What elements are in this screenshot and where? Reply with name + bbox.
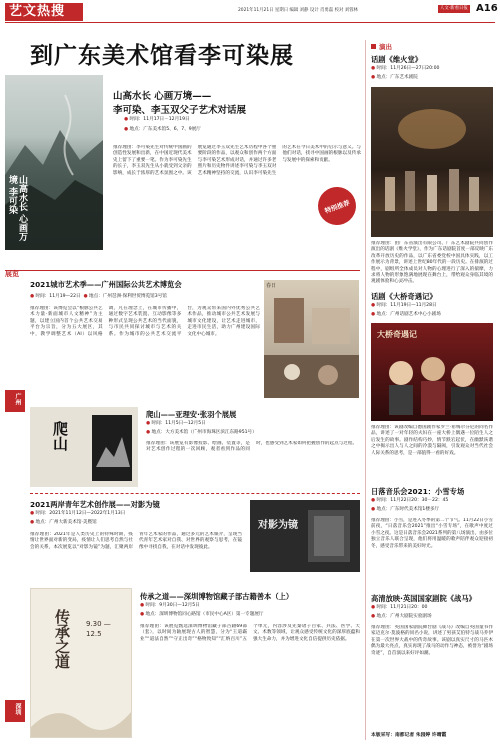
exhibit-main-time: ● 时间：11月17日－12月19日 — [124, 117, 190, 122]
exhibit-poster-image — [5, 75, 103, 250]
show-daqiao-place: ● 地点：广州话剧艺术中心小剧场 — [371, 312, 441, 317]
show-daqiao-title: 话剧《大桥奇遇记》 — [371, 292, 437, 301]
section-title: 艺文热搜 — [9, 4, 66, 19]
exhibit-2021-image — [264, 280, 359, 398]
exhibit-pashan-time: ● 时间：11月5日—12月5日 — [146, 421, 206, 426]
show-daqiao-image — [371, 323, 493, 421]
show-section-marker — [371, 44, 376, 49]
exhibit-2021world-image-text: 对影为镜 — [258, 520, 298, 531]
column-divider — [365, 40, 366, 740]
exhibit-2021world-image — [250, 500, 360, 572]
show-weiba-place: ● 地点：广东艺术剧院 — [371, 75, 418, 80]
exhibit-main-place: ● 地点：广东美术馆5、6、7、9展厅 — [124, 127, 201, 132]
poster-text: 山高水长 心画万境 李可染 — [7, 175, 27, 242]
exhibit-chuancheng-image-text: 传承之道 — [53, 609, 71, 669]
show-weiba-image — [371, 87, 493, 237]
exhibit-2021world-title: 2021两岸青年艺术创作展——对影为镜 — [30, 500, 160, 509]
show-daqiao-body: 推荐理由：该剧改编自德国剧作家罗兰·希梅尔芬尼的同名作品，讲述了一对年轻的夫妇在一座大桥上偶遇一位陌生人之后发生的故事。剧作结构巧妙，情节跌宕起伏，在幽默诙谐之中揭示出人与人之间的冷漠与隔阂，引发观众对当代社会人际关系的思考，是一部值得一看的好戏。 — [371, 425, 493, 456]
main-headline: 到广东美术馆看李可染展 — [30, 43, 294, 69]
divider — [30, 493, 360, 494]
exhibit-2021world-time: ● 时间：2021年11月12日—2022年1月13日 — [30, 511, 126, 516]
show-gaoqing-title: 高清放映·英国国家剧院《战马》 — [371, 594, 476, 603]
show-gaoqing-place: ● 地点：广州大剧院实验剧场 — [371, 614, 432, 619]
show-daqiao-image-text: 大桥奇遇记 — [377, 330, 417, 339]
exhibit-pashan-image — [30, 407, 138, 487]
side-tab-shenzhen: 深圳 — [14, 703, 21, 715]
exhibit-chuancheng-image — [30, 588, 132, 738]
show-riqing-time: ● 时间：11月22日20：30－22：45 — [371, 498, 449, 503]
page-number: A16 — [476, 3, 498, 14]
side-tab-guangzhou: 广州 — [14, 393, 21, 405]
exhibition-section-rule — [5, 270, 360, 271]
exhibit-2021world-place: ● 地点：广州大新美术馆·美暨馆 — [30, 520, 97, 525]
exhibit-2021-image-text: 春日 — [266, 283, 277, 289]
exhibit-chuancheng-image-dates: 9.30 — 12.5 — [86, 620, 111, 638]
exhibition-section-label: 展览 — [5, 270, 19, 278]
exhibit-pashan-title: 爬山——亚理安·张羽个展展 — [146, 410, 237, 419]
exhibit-2021-meta: ● 时间：11月19—22日 ● 地点：广州琶洲·保利世贸博览馆3号馆 — [30, 294, 167, 299]
show-riqing-body: 推荐理由：小雪，是进入冬季的第二个节气。11月22日小雪前夜，“日落音乐会2021”推出“小雪专场”，在歌声中度过小雪之夜。这是日落音乐会2021系列的第八场演出，由多位独立音乐人联合呈现，他们将用温暖的歌声陪伴观众迎接初冬，感受音乐带来的美好时光。 — [371, 518, 493, 549]
show-weiba-body: 推荐理由：由广东省演出有限公司、广东艺术剧院共同创作演出的话剧《维火学堂》，作为广东话剧院首度一部反映广东改革开放历史的作品，以广东省委党校中国具体实践，以工作展示为背景，讲述上世纪80年代的一段历史。在排演的过程中，剧组所全体成员对人物的心理进行了深入的揣摩，力求将人物的形象饱满地展现在舞台上，带给观众身临其境的观剧体验和心灵冲击。 — [371, 241, 493, 285]
exhibit-2021world-body: 推荐理由：2021年是人类历史上的特殊时期，疫情让世界面对新的变局，疫情让人们思考自然与社会的关系，本次展览以“对影为镜”为题，汇聚两岸青年艺术家的作品，通过多元的艺术媒介，呈现当代青年艺术家对自我、对世界的观察与思考，在镜像中寻找自我，在对话中发现彼此。 — [30, 532, 242, 550]
date-line: 2021年11月21日 星期日 编辑 刘静 设计 肖勇磊 校对 刘蓉林 — [238, 8, 358, 13]
show-gaoqing-body: 推荐理由：英国国家剧院舞台剧《战马》改编自英国童书作家迈克尔·莫波格的同名小说，讲述了男孩艾伯特与战马乔伊在第一次世界大战中的传奇故事。该剧以真实尺寸的马匹木偶为最大亮点，真实再现了战马的动作与神态，被誉为“剧场奇迹”，自首演以来好评如潮。 — [371, 625, 493, 656]
page-credit: 本版采写：南都记者 朱园婷 许晴霞 — [371, 733, 447, 738]
show-weiba-title: 话剧《维火堂》 — [371, 55, 423, 64]
hot-tag: 人文·新看日报 — [440, 6, 468, 11]
show-section-label: 演出 — [379, 43, 392, 51]
show-weiba-time: ● 时间：11月26日—27日20:00 — [371, 66, 440, 71]
exhibit-chuancheng-title: 传承之道——深圳博物馆藏子部古籍善本（上） — [140, 592, 294, 601]
show-gaoqing-time: ● 时间：11月21日20：00 — [371, 605, 428, 610]
exhibit-2021-title: 2021城市艺术季——广州国际公共艺术博览会 — [30, 280, 182, 289]
exhibit-pashan-body: 推荐理由：该展览有影像投影、绘画、装置等，是对艺术创作过程的一次回顾，观者看到作品的同时，也感受到艺术家如何把握创作的起点与过程。 — [146, 441, 358, 453]
exhibit-main-title-2: 李可染、李玉双父子艺术对话展 — [113, 105, 247, 116]
show-riqing-title: 日落音乐会2021：小雪专场 — [371, 487, 465, 496]
exhibit-2021-body: 推荐理由：该博览会以“根脉公共艺术力量·新面城市人文精神”为主题，以建立国内首个公共艺术交易平台为宗旨，分为五大展区，其中，教学调整艺术（AI）以风格调，凡在理念上，在城市传播中，通过数字艺术装置、互动影像等多种形式呈现公共艺术的当代面貌，与市民共同探讨城市与艺术的关系。作为城市的公共艺术交流平台，为观众带来国内外优秀公共艺术作品，推动城市公共艺术发展与城市文化建设，让艺术走进城市，走进市民生活，助力广州建设国际文化中心城市。 — [30, 306, 260, 337]
header-rule — [5, 22, 495, 23]
exhibit-main-body: 推荐理由：李可染先生对传统中国画的创造性发展和出新，在中国近现代美术史上留下了重要一笔。作为李可染先生的长子，李玉双先生从小就受到父亲的影响，成长于浓厚的艺术氛围之中。该展览通过李玉双先生艺术历程中各个重要阶段的作品，以观众和创作两个方面与李可染艺术形成对话，并通过许多老照片和历史物件讲述李可染与李玉双对艺术精神坚持的交流，认识李可染先生的艺术在今日美术中的启示与意义。与他们对话，找寻中国画的根脉以及传承与发展中的探索和贡献。 — [113, 145, 361, 176]
exhibit-pashan-image-text: 爬山 — [51, 421, 69, 451]
show-daqiao-time: ● 时间：11月19日—11月28日 — [371, 303, 437, 308]
exhibit-chuancheng-body: 推荐理由：该展览甄选深圳博物馆藏子部古籍69部（套），以时间为轴展现古人的智慧，分为“王道霸业”“道法自然”“守正出奇”“格物致知”“汇纳百川”五个单元，内容涉及先秦诸子百家、兵法、医学、天文、术数等领域，让观众感受传统文化的深厚底蕴和强大生命力，并为增进文化自信提供历史依据。 — [140, 624, 360, 642]
featured-stamp-label: 特别推荐 — [323, 198, 351, 215]
exhibit-chuancheng-time: ● 时间：9月30日—12月5日 — [140, 603, 200, 608]
exhibit-pashan-place: ● 地点：大方美术馆（广州市海珠区滨江东路951号） — [146, 430, 257, 435]
show-riqing-place: ● 地点：广东时代美术馆1楼多厅 — [371, 507, 440, 512]
exhibit-main-title-1: 山高水长 心画万境—— — [113, 91, 212, 102]
exhibit-chuancheng-place: ● 地点：深圳博物馆同心路馆（市民中心A区）第一专题展厅 — [140, 612, 264, 617]
